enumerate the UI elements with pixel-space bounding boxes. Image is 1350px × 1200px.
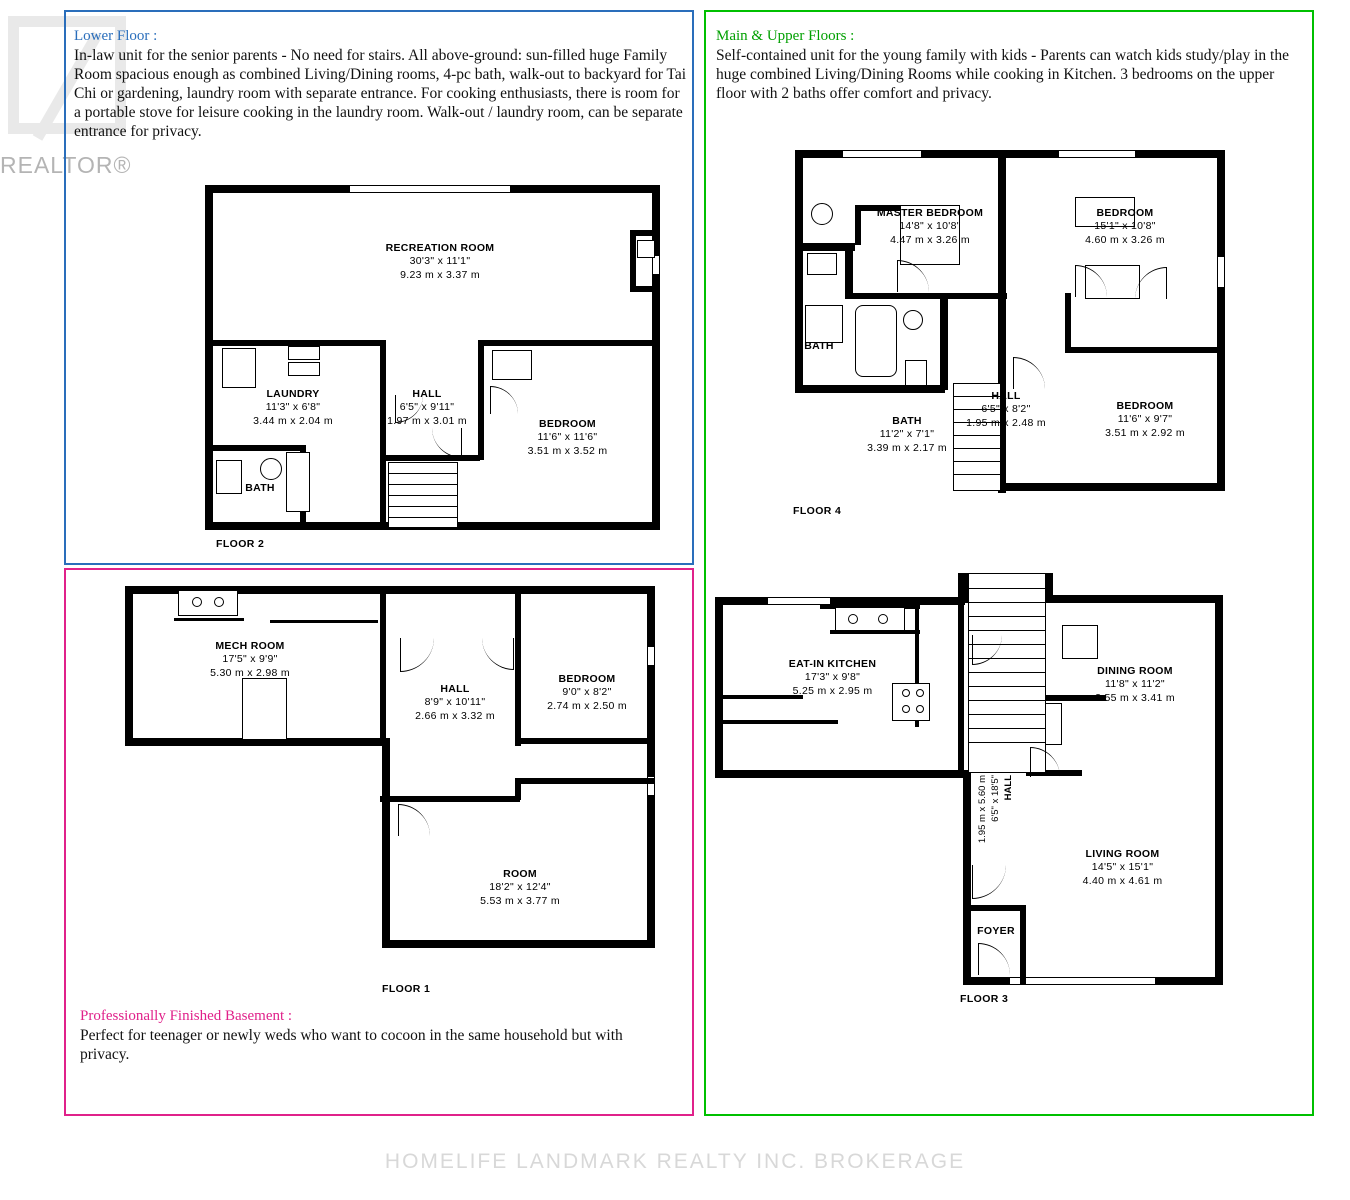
main-floors-description: Self-contained unit for the young family with kids - Parents can watch kids study/play in the huge combined Living/Dining Rooms while cooking in Kitchen. 3 bedrooms on the upper floor with 2 baths offer comfort and privacy. [716, 47, 1289, 102]
room-label-bedroom-2: BEDROOM 15'1" x 10'8" 4.60 m x 3.26 m [1085, 207, 1165, 246]
room-label-living-room: LIVING ROOM 14'5" x 15'1" 4.40 m x 4.61 m [1082, 848, 1163, 887]
room-label-bath-upper-1: BATH [804, 340, 834, 352]
room-label-bedroom-3: BEDROOM 11'6" x 9'7" 3.51 m x 2.92 m [1105, 400, 1185, 439]
floor-label-floor-3: FLOOR 3 [960, 993, 1009, 1005]
room-label-mech-room: MECH ROOM 17'5" x 9'9" 5.30 m x 2.98 m [210, 640, 290, 679]
floorplan-floor-4 [785, 145, 1255, 535]
basement-heading: Professionally Finished Basement : [80, 1008, 293, 1024]
room-label-foyer: FOYER [977, 925, 1015, 937]
room-label-bedroom-basement: BEDROOM 9'0" x 8'2" 2.74 m x 2.50 m [547, 673, 627, 712]
room-label-master-bedroom: MASTER BEDROOM 14'8" x 10'8" 4.47 m x 3.26 m [876, 207, 984, 246]
watermark-text: REALTOR® [0, 152, 132, 178]
room-label-hall: HALL 6'5" x 9'11" 1.97 m x 3.01 m [387, 388, 467, 427]
floorplan-floor-1 [110, 578, 680, 998]
room-label-hall-upper: HALL 6'5" x 8'2" 1.95 m x 2.48 m [966, 390, 1046, 429]
room-label-room: ROOM 18'2" x 12'4" 5.53 m x 3.77 m [480, 868, 560, 907]
brokerage-footer: HOMELIFE LANDMARK REALTY INC. BROKERAGE [384, 1150, 966, 1173]
floorplan-floor-2 [200, 170, 680, 560]
main-floors-text-block [716, 28, 1308, 104]
main-floors-heading: Main & Upper Floors : [716, 28, 855, 44]
lower-floor-description: In-law unit for the senior parents - No need for stairs. All above-ground: sun-filled huge Family Room spacious enough as combined Living/Dining rooms, 4-pc bath, walk-out to backyard for Tai Chi or gardening, laundry room with separate entrance. For cooking enthusiasts, there is room for a portable stove for leisure cooking in the laundry room. Walk-out / laundry room, can be separate entrance for privacy. [74, 47, 687, 140]
room-label-eat-in-kitchen: EAT-IN KITCHEN 17'3" x 9'8" 5.25 m x 2.95 m [788, 658, 877, 697]
room-label-dining-room: DINING ROOM 11'8" x 11'2" 3.55 m x 3.41 m [1095, 665, 1175, 704]
room-label-laundry: LAUNDRY 11'3" x 6'8" 3.44 m x 2.04 m [253, 388, 333, 427]
room-label-bath-upper-2: BATH 11'2" x 7'1" 3.39 m x 2.17 m [867, 415, 947, 454]
basement-text-block [80, 1008, 640, 1065]
basement-description: Perfect for teenager or newly weds who want to cocoon in the same household but with privacy. [80, 1027, 623, 1063]
room-label-recreation-room: RECREATION ROOM 30'3" x 11'1" 9.23 m x 3.37 m [385, 242, 495, 281]
lower-floor-heading: Lower Floor : [74, 28, 158, 44]
lower-floor-text-block [74, 28, 688, 142]
floorplan-floor-3: EAT-IN KITCHEN 17'3" x 9'8" 5.25 m x 2.95 m DINING ROOM 11'8" x 11'2" 3.55 m x 3.41 m LIVING ROOM 14'5" x 15'1" 4.40 m x 4.61 m HALL 6'5" x 18'5" 1.95 m x 5.60 m FOYER FLOOR 3 [710, 565, 1260, 1015]
floor-label-floor-2: FLOOR 2 [216, 538, 265, 550]
room-label-hall-basement: HALL 8'9" x 10'11" 2.66 m x 3.32 m [415, 683, 495, 722]
floor-label-floor-4: FLOOR 4 [793, 505, 842, 517]
room-label-bedroom: BEDROOM 11'6" x 11'6" 3.51 m x 3.52 m [527, 418, 608, 457]
room-label-bath: BATH [245, 482, 275, 494]
floor-label-floor-1: FLOOR 1 [382, 983, 431, 995]
